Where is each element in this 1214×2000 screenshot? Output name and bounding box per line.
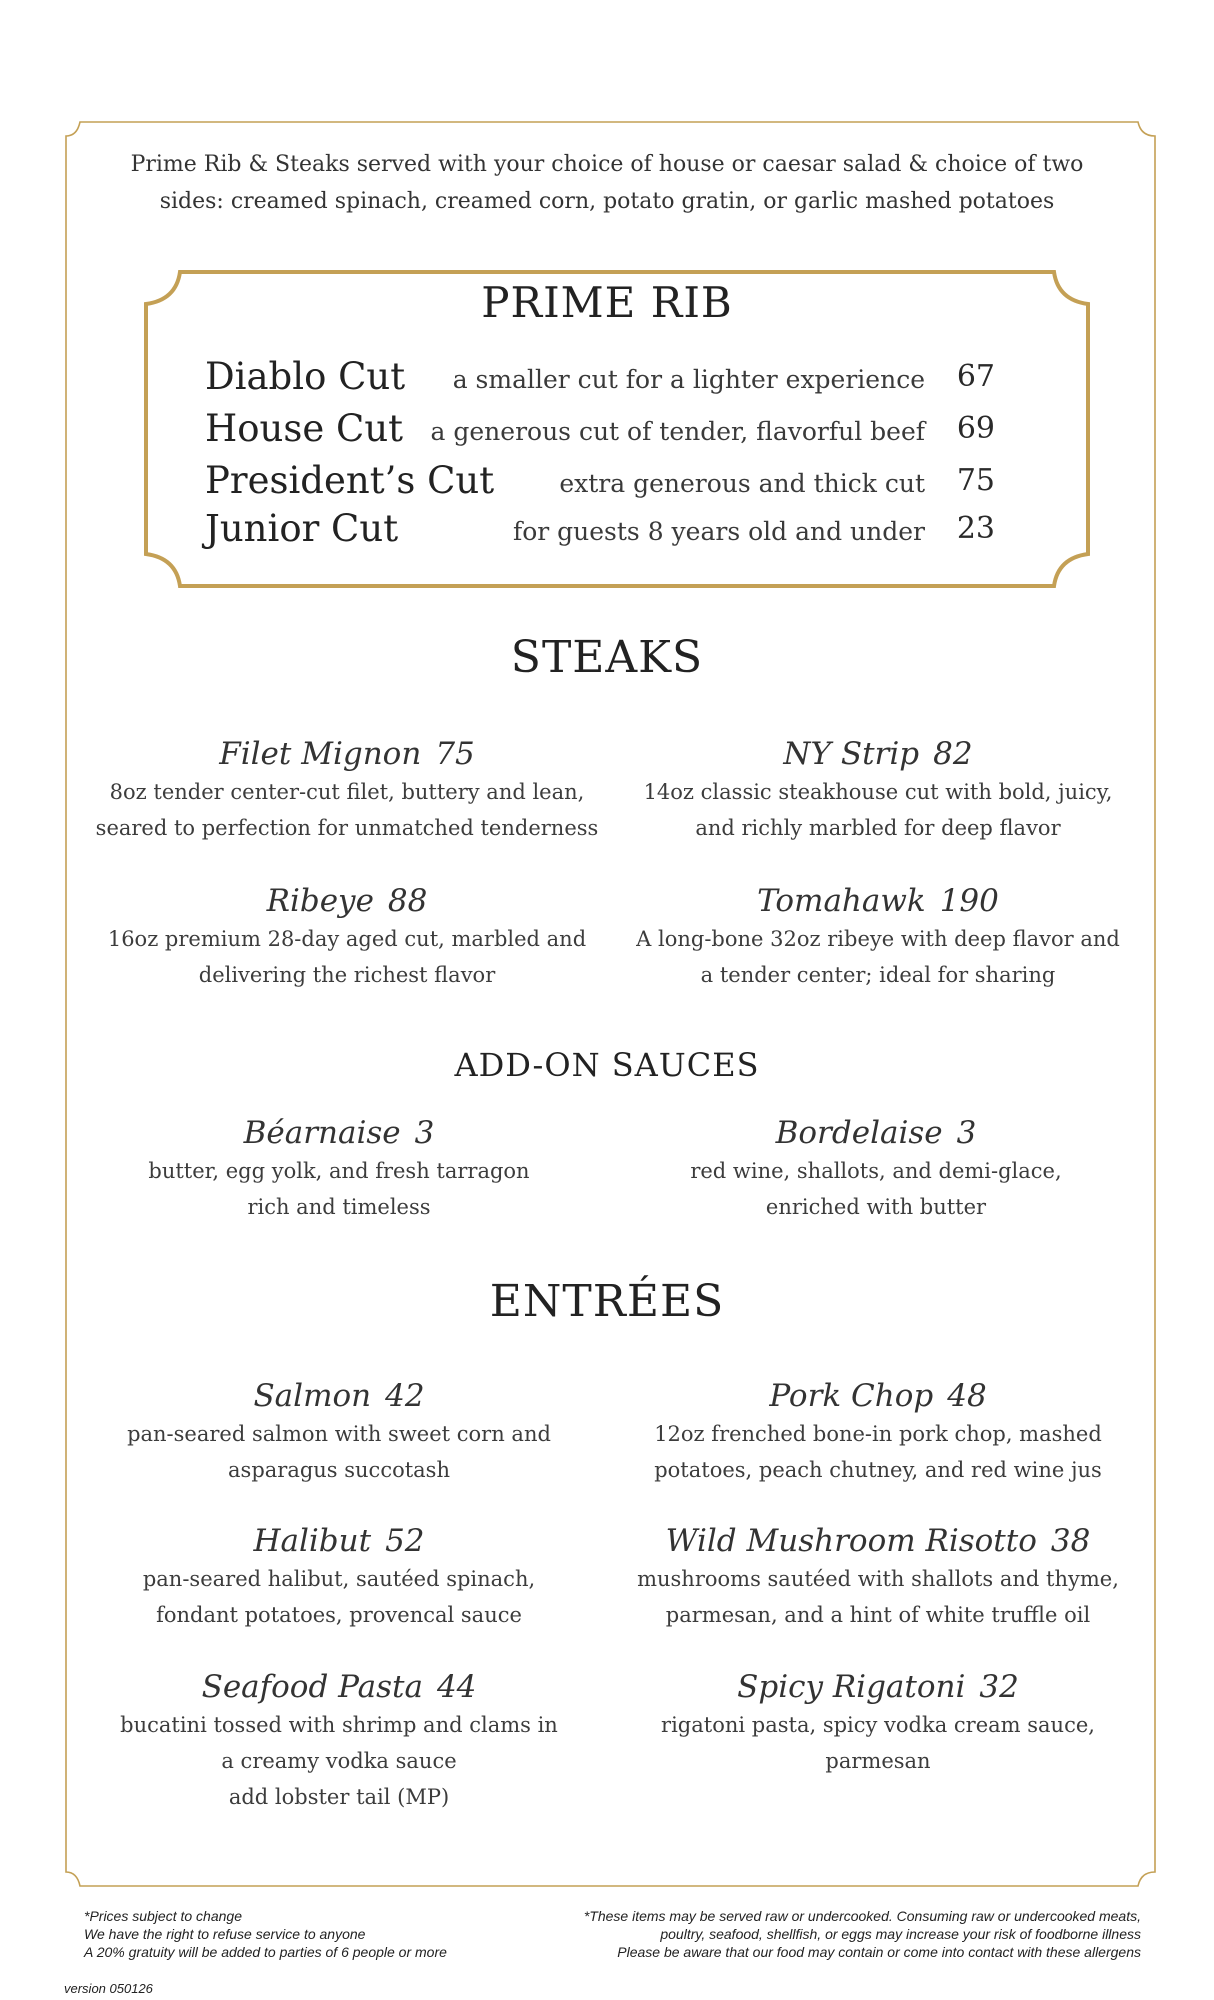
item-price: 69 [956, 411, 995, 446]
item-price: 88 [387, 883, 428, 919]
item-price: 32 [979, 1669, 1019, 1705]
menu-item [69, 1521, 609, 1633]
item-name: NY Strip [783, 736, 920, 772]
version-label: version 050126 [64, 1981, 153, 1996]
intro-line-2: sides: creamed spinach, creamed corn, potato gratin, or garlic mashed potatoes [159, 189, 1055, 214]
menu-item [69, 1667, 609, 1815]
footer-note: *These items may be served raw or undercooked. Consuming raw or undercooked meats, [583, 1908, 1141, 1924]
item-description-line: bucatini tossed with shrimp and clams in [120, 1713, 558, 1737]
item-description-line: rigatoni pasta, spicy vodka cream sauce, [661, 1713, 1095, 1737]
item-description: for guests 8 years old and under [512, 517, 925, 546]
item-description-line: delivering the richest flavor [198, 963, 496, 987]
menu-item [77, 734, 617, 846]
item-price: 67 [956, 359, 995, 394]
item-price: 190 [939, 883, 999, 919]
item-description-line: mushrooms sautéed with shallots and thyme, [637, 1567, 1119, 1591]
menu-intro [110, 146, 1104, 220]
item-description-line: red wine, shallots, and demi-glace, [690, 1159, 1062, 1183]
item-description-line: butter, egg yolk, and fresh tarragon [148, 1159, 530, 1183]
item-name: Filet Mignon [219, 736, 422, 772]
item-price: 3 [414, 1115, 435, 1151]
entrees-title: ENTRÉES [489, 1276, 725, 1327]
footer-note: Please be aware that our food may contain or come into contact with these allergens [617, 1944, 1141, 1960]
item-name: House Cut [205, 407, 404, 450]
footer-left-notes [84, 1907, 447, 1961]
menu-item [608, 1376, 1148, 1488]
menu-item [608, 1667, 1148, 1779]
item-name: Tomahawk [757, 883, 926, 919]
item-description-line: a tender center; ideal for sharing [700, 963, 1056, 987]
item-description-line: A long-bone 32oz ribeye with deep flavor and [636, 927, 1120, 951]
footer-note: We have the right to refuse service to anyone [84, 1926, 366, 1942]
item-description-line: 8oz tender center-cut filet, buttery and lean, [109, 780, 585, 804]
item-description-line: pan-seared halibut, sautéed spinach, [142, 1567, 536, 1591]
item-description: extra generous and thick cut [559, 469, 925, 498]
item-name: Junior Cut [205, 507, 399, 550]
item-name: Diablo Cut [205, 355, 406, 398]
menu-item [606, 1113, 1146, 1225]
item-description-line: asparagus succotash [228, 1458, 450, 1482]
intro-line-1: Prime Rib & Steaks served with your choice of house or caesar salad & choice of two [130, 152, 1084, 177]
prime-rib-title: PRIME RIB [481, 278, 733, 327]
item-price: 42 [385, 1378, 425, 1414]
item-description-line: 14oz classic steakhouse cut with bold, juicy, [643, 780, 1113, 804]
item-price: 44 [436, 1669, 477, 1705]
item-description-line: seared to perfection for unmatched tenderness [95, 816, 599, 840]
menu-item [77, 881, 617, 993]
item-name: Pork Chop [769, 1378, 934, 1414]
prime-rib-item [205, 452, 1005, 502]
menu-item [608, 734, 1148, 846]
item-name: Ribeye [266, 883, 374, 919]
item-description-line: fondant potatoes, provencal sauce [156, 1603, 522, 1627]
item-name: Spicy Rigatoni [737, 1669, 966, 1705]
prime-rib-item [205, 500, 1005, 550]
item-description-line: rich and timeless [247, 1195, 431, 1219]
item-description-line: add lobster tail (MP) [228, 1785, 450, 1809]
item-description-line: 12oz frenched bone-in pork chop, mashed [654, 1422, 1102, 1446]
item-price: 3 [956, 1115, 977, 1151]
item-description-line: parmesan, and a hint of white truffle oil [665, 1603, 1091, 1627]
item-name: Wild Mushroom Risotto [665, 1523, 1037, 1559]
item-price: 82 [933, 736, 973, 772]
menu-item [608, 881, 1148, 993]
menu-item [608, 1521, 1148, 1633]
menu-item [69, 1376, 609, 1488]
item-description-line: pan-seared salmon with sweet corn and [127, 1422, 551, 1446]
item-name: Halibut [253, 1523, 372, 1559]
item-price: 23 [956, 511, 995, 546]
item-name: Salmon [253, 1378, 372, 1414]
footer-note: poultry, seafood, shellfish, or eggs may increase your risk of foodborne illness [660, 1926, 1141, 1942]
prime-rib-item [205, 348, 1005, 398]
item-description: a smaller cut for a lighter experience [452, 365, 925, 394]
steaks-title: STEAKS [510, 632, 704, 683]
item-description-line: parmesan [825, 1749, 931, 1773]
item-name: Seafood Pasta [201, 1669, 423, 1705]
prime-rib-item [205, 400, 1005, 450]
footer-note: A 20% gratuity will be added to parties of 6 people or more [84, 1944, 447, 1960]
item-description-line: 16oz premium 28-day aged cut, marbled and [107, 927, 587, 951]
item-price: 38 [1050, 1523, 1091, 1559]
footer-note: *Prices subject to change [84, 1908, 242, 1924]
item-description-line: potatoes, peach chutney, and red wine jus [654, 1458, 1102, 1482]
item-price: 75 [956, 463, 995, 498]
item-description-line: enriched with butter [765, 1195, 987, 1219]
item-description: a generous cut of tender, flavorful beef [430, 417, 925, 446]
item-name: Béarnaise [243, 1115, 401, 1151]
item-price: 52 [385, 1523, 425, 1559]
item-description-line: and richly marbled for deep flavor [695, 816, 1061, 840]
menu-item [69, 1113, 609, 1225]
item-name: Bordelaise [775, 1115, 943, 1151]
item-price: 48 [947, 1378, 987, 1414]
item-price: 75 [435, 736, 475, 772]
item-description-line: a creamy vodka sauce [221, 1749, 457, 1773]
item-name: President’s Cut [205, 459, 495, 502]
sauces-title: ADD-ON SAUCES [454, 1046, 760, 1084]
footer-right-notes [584, 1907, 1141, 1961]
